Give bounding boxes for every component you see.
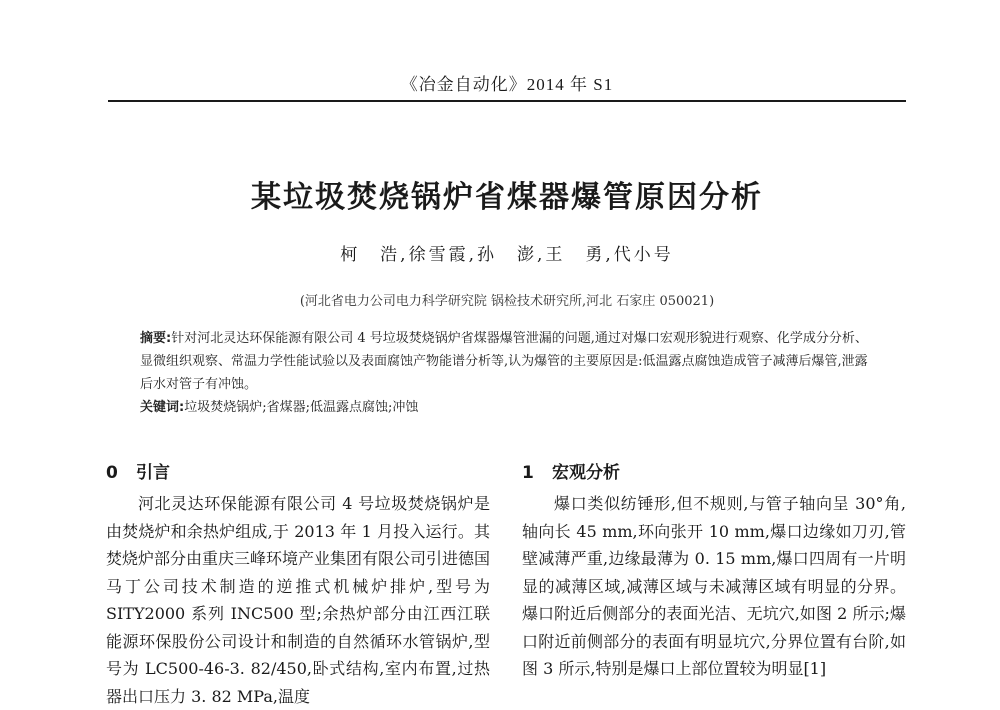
keywords-text: 垃圾焚烧锅炉;省煤器;低温露点腐蚀;冲蚀 — [184, 400, 419, 415]
authors: 柯 浩,徐雪霞,孙 澎,王 勇,代小号 — [340, 245, 674, 265]
section-title: 宏观分析 — [552, 463, 620, 483]
paper-title: 某垃圾焚烧锅炉省煤器爆管原因分析 — [251, 180, 763, 215]
abstract — [140, 327, 880, 396]
keywords-label: 关键词: — [140, 400, 185, 415]
running-head: 《冶金自动化》2014 年 S1 — [400, 75, 614, 94]
column-left — [106, 460, 490, 710]
section-heading-introduction — [106, 460, 490, 486]
column-right — [522, 460, 906, 683]
section-body: 爆口类似纺锤形,但不规则,与管子轴向呈 30°角,轴向长 45 mm,环向张开 10 mm,爆口边缘如刀刃,管壁减薄严重,边缘最薄为 0. 15 mm,爆口四周有一片明显的减薄区域,减薄区域与未减薄区域有明显的分界。爆口附近后侧部分的表面光洁、无坑穴,如图 2 所示;爆口附近前侧部分的表面有明显坑穴,分界位置有台阶,如图 3 所示,特别是爆口上部位置较为明显[1] — [522, 494, 906, 678]
section-number: 1 — [522, 463, 534, 483]
abstract-block — [140, 327, 880, 419]
affiliation: (河北省电力公司电力科学研究院 锅检技术研究所,河北 石家庄 050021) — [299, 294, 715, 309]
section-number: 0 — [106, 463, 118, 483]
section-heading-macro-analysis — [522, 460, 906, 486]
header-rule — [108, 100, 906, 102]
keywords — [140, 396, 880, 419]
section-title: 引言 — [136, 463, 170, 483]
section-body: 河北灵达环保能源有限公司 4 号垃圾焚烧锅炉是由焚烧炉和余热炉组成,于 2013 年 1 月投入运行。其焚烧炉部分由重庆三峰环境产业集团有限公司引进德国马丁公司技术制造的逆推式机械炉排炉,型号为 SITY2000 系列 INC500 型;余热炉部分由江西江联能源环保股份公司设计和制造的自然循环水管锅炉,型号为 LC500-46-3. 82/450,卧式结构,室内布置,过热器出口压力 3. 82 MPa,温度 — [106, 494, 491, 706]
abstract-label: 摘要: — [140, 331, 172, 346]
abstract-text: 针对河北灵达环保能源有限公司 4 号垃圾焚烧锅炉省煤器爆管泄漏的问题,通过对爆口宏观形貌进行观察、化学成分分析、显微组织观察、常温力学性能试验以及表面腐蚀产物能谱分析等,认为爆管的主要原因是:低温露点腐蚀造成管子减薄后爆管,泄露后水对管子有冲蚀。 — [140, 331, 868, 392]
